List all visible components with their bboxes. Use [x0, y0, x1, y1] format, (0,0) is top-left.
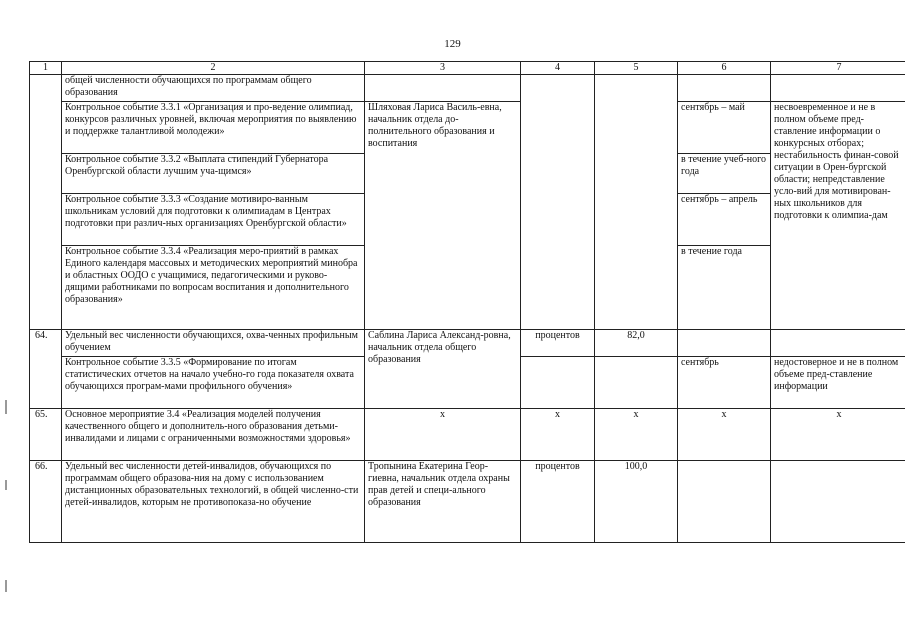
deadline-cell: сентябрь: [678, 357, 771, 409]
value-cell: 100,0: [595, 461, 678, 543]
header-col-3: 3: [365, 62, 521, 75]
deadline-cell: [678, 330, 771, 357]
header-col-7: 7: [771, 62, 905, 75]
scan-mark: [5, 580, 7, 592]
risk-cell: [771, 461, 905, 543]
description-cell: Контрольное событие 3.3.2 «Выплата стипендий Губернатора Оренбургской области лучшим уча-щимся»: [62, 154, 365, 194]
table-row: [30, 330, 905, 357]
scan-mark: [5, 400, 7, 414]
deadline-cell: в течение учеб-ного года: [678, 154, 771, 194]
value-cell: 82,0: [595, 330, 678, 357]
unit-cell: процентов: [521, 330, 595, 357]
deadline-cell: в течение года: [678, 246, 771, 330]
risk-cell: х: [771, 409, 905, 461]
responsible-cell: [365, 75, 521, 102]
unit-cell: х: [521, 409, 595, 461]
scan-mark: [5, 480, 7, 490]
row-number-cell: 66.: [30, 461, 62, 543]
description-cell: Контрольное событие 3.3.4 «Реализация меро-приятий в рамках Единого календаря массовых и методических мероприятий минобра и областных ООДО с учащимися, педагогическими и руково-дящими работниками по вопросам воспитания и дополнительного образования»: [62, 246, 365, 330]
responsible-cell: х: [365, 409, 521, 461]
risk-cell: недостоверное и не в полном объеме пред-ставление информации: [771, 357, 905, 409]
deadline-cell: х: [678, 409, 771, 461]
responsible-cell: Шляховая Лариса Василь-евна, начальник отдела до-полнительного образования и воспитания: [365, 102, 521, 330]
plan-table: [29, 61, 905, 543]
value-cell: [595, 357, 678, 409]
header-col-2: 2: [62, 62, 365, 75]
table-row: [30, 75, 905, 102]
page-number: 129: [444, 38, 461, 50]
header-col-4: 4: [521, 62, 595, 75]
description-cell: Контрольное событие 3.3.3 «Создание мотивиро-ванным школьникам условий для подготовки к олимпиадам в Центрах подготовки при различ-ных организациях Оренбургской области»: [62, 194, 365, 246]
header-col-1: 1: [30, 62, 62, 75]
unit-cell: [521, 357, 595, 409]
deadline-cell: сентябрь – май: [678, 102, 771, 154]
row-number-cell: [30, 75, 62, 330]
description-cell: Контрольное событие 3.3.5 «Формирование по итогам статистических отчетов на начало учебно-го года показателя охвата обучающихся програм-мами профильного обучения»: [62, 357, 365, 409]
deadline-cell: [678, 461, 771, 543]
value-cell: х: [595, 409, 678, 461]
value-cell: [595, 75, 678, 330]
responsible-cell: Тропынина Екатерина Геор-гиевна, начальник отдела охраны прав детей и специ-ального образования: [365, 461, 521, 543]
row-number-cell: 65.: [30, 409, 62, 461]
header-row: [30, 62, 905, 75]
description-cell: Контрольное событие 3.3.1 «Организация и про-ведение олимпиад, конкурсов различных уровней, включая мероприятия по выявлению и поддержке талантливой молодежи»: [62, 102, 365, 154]
unit-cell: процентов: [521, 461, 595, 543]
table-row: [30, 461, 905, 543]
responsible-cell: Саблина Лариса Александ-ровна, начальник отдела общего образования: [365, 330, 521, 409]
description-cell: Удельный вес численности обучающихся, охва-ченных профильным обучением: [62, 330, 365, 357]
header-col-5: 5: [595, 62, 678, 75]
description-cell: общей численности обучающихся по программам общего образования: [62, 75, 365, 102]
deadline-cell: [678, 75, 771, 102]
table-row: [30, 409, 905, 461]
header-col-6: 6: [678, 62, 771, 75]
description-cell: Основное мероприятие 3.4 «Реализация моделей получения качественного общего и дополнитель-ного образования детьми-инвалидами и лицами с ограниченными возможностями здоровья»: [62, 409, 365, 461]
unit-cell: [521, 75, 595, 330]
risk-cell: [771, 330, 905, 357]
deadline-cell: сентябрь – апрель: [678, 194, 771, 246]
row-number-cell: 64.: [30, 330, 62, 409]
risk-cell: несвоевременное и не в полном объеме пред-ставление информации о конкурсных отборах; нестабильность финан-совой ситуации в Орен-бургской области; непредставление усло-вий для мотивирован-ных школьников для подготовки к олимпиа-дам: [771, 102, 905, 330]
risk-cell: [771, 75, 905, 102]
description-cell: Удельный вес численности детей-инвалидов, обучающихся по программам общего образова-ния на дому с использованием дистанционных образовательных технологий, в общей численно-сти детей-инвалидов, которым не противопоказа-но обучение: [62, 461, 365, 543]
table-row: [30, 102, 905, 154]
